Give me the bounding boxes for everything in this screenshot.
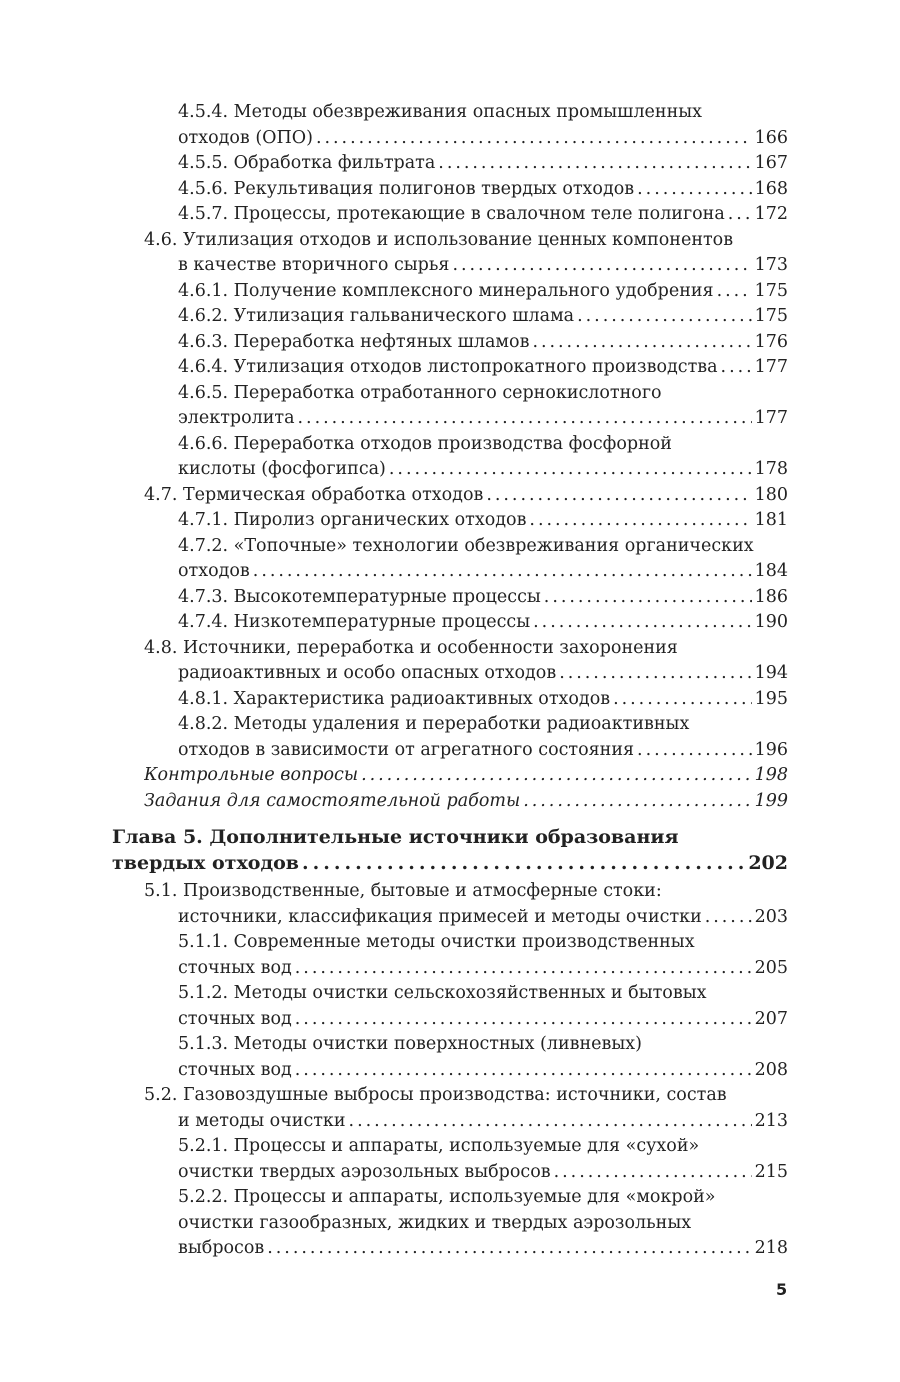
toc-entry bbox=[112, 1032, 788, 1083]
toc-entry-page: 186 bbox=[754, 586, 788, 607]
toc-entry-title: 4.6.3. Переработка нефтяных шламов bbox=[178, 331, 530, 352]
toc-entry-page: 194 bbox=[754, 663, 788, 683]
dot-leader bbox=[486, 483, 751, 509]
toc-entry-title: в качестве вторичного сырья bbox=[178, 255, 450, 275]
dot-leader bbox=[302, 850, 745, 876]
toc-entry-page: 190 bbox=[754, 612, 788, 632]
toc-entry-page: 176 bbox=[754, 331, 788, 352]
dot-leader bbox=[253, 559, 752, 585]
toc-entry-title: 4.7.1. Пиролиз органических отходов bbox=[178, 510, 527, 530]
toc-entry bbox=[112, 508, 788, 534]
toc-entry bbox=[112, 712, 788, 763]
toc-entry-title: 4.6.4. Утилизация отходов листопрокатного производства bbox=[178, 357, 718, 377]
toc-entry-page: 166 bbox=[754, 127, 788, 148]
toc-entry bbox=[112, 981, 788, 1032]
toc-entry bbox=[112, 330, 788, 356]
dot-leader bbox=[728, 202, 752, 228]
dot-leader bbox=[721, 355, 752, 381]
toc-entry-page: 199 bbox=[754, 790, 788, 811]
toc-entry-title: и методы очистки bbox=[178, 1110, 346, 1131]
toc-entry bbox=[112, 585, 788, 611]
toc-entry-page: 175 bbox=[754, 306, 788, 326]
page-number: 5 bbox=[776, 1280, 788, 1299]
dot-leader bbox=[298, 406, 752, 432]
toc-entry-title: очистки твердых аэрозольных выбросов bbox=[178, 1161, 551, 1182]
toc-entry-title: 4.6.6. Переработка отходов производства фосфорной bbox=[178, 433, 672, 454]
toc-entry-title: 4.7.4. Низкотемпературные процессы bbox=[178, 612, 531, 632]
toc-entry-title: 4.8. Источники, переработка и особенности захоронения bbox=[144, 637, 678, 658]
toc-entry-page: 181 bbox=[754, 510, 788, 530]
toc-entry-page: 172 bbox=[754, 204, 788, 224]
toc-entry-page: 177 bbox=[754, 357, 788, 377]
toc-entry bbox=[112, 879, 788, 930]
toc-entry-title: сточных вод bbox=[178, 1008, 292, 1029]
dot-leader bbox=[349, 1109, 752, 1135]
toc-entry-title: отходов в зависимости от агрегатного состояния bbox=[178, 739, 635, 760]
toc-entry-page: 203 bbox=[754, 906, 788, 927]
toc-entry-title: 5.2.2. Процессы и аппараты, используемые для «мокрой» bbox=[178, 1187, 716, 1207]
toc-entry-page: 196 bbox=[754, 739, 788, 760]
toc-entry-page: 205 bbox=[754, 957, 788, 978]
toc-entry-title: сточных вод bbox=[178, 957, 292, 978]
dot-leader bbox=[532, 330, 751, 356]
toc-entry-page: 173 bbox=[754, 255, 788, 275]
toc-entry-title: 5.1.1. Современные методы очистки производственных bbox=[178, 932, 695, 952]
toc-entry-title: кислоты (фосфогипса) bbox=[178, 459, 386, 479]
toc-entry-title: отходов bbox=[178, 561, 250, 581]
toc-entry-title: 4.5.5. Обработка фильтрата bbox=[178, 153, 436, 173]
toc-entry-title: 4.5.4. Методы обезвреживания опасных промышленных bbox=[178, 102, 703, 122]
toc-entry-title: сточных вод bbox=[178, 1059, 292, 1080]
toc-entry bbox=[112, 930, 788, 981]
toc-entry-title: Задания для самостоятельной работы bbox=[144, 790, 521, 811]
toc-entry-page: 198 bbox=[754, 765, 788, 785]
toc-entry-title: 5.1.3. Методы очистки поверхностных (ливневых) bbox=[178, 1034, 642, 1054]
dot-leader bbox=[559, 661, 751, 687]
dot-leader bbox=[267, 1236, 751, 1262]
toc-entry bbox=[112, 610, 788, 636]
dot-leader bbox=[529, 508, 751, 534]
dot-leader bbox=[613, 687, 752, 713]
dot-leader bbox=[295, 1007, 752, 1033]
toc-entry-title: электролита bbox=[178, 408, 295, 428]
toc-entry-title: 4.7. Термическая обработка отходов bbox=[144, 484, 484, 505]
toc-entry-page: 177 bbox=[754, 408, 788, 428]
toc-entry bbox=[112, 1134, 788, 1185]
toc-entry bbox=[112, 534, 788, 585]
toc-entry bbox=[112, 304, 788, 330]
dot-leader bbox=[523, 789, 751, 815]
toc-entry-page: 180 bbox=[754, 484, 788, 505]
dot-leader bbox=[438, 151, 751, 177]
dot-leader bbox=[544, 585, 752, 611]
dot-leader bbox=[533, 610, 751, 636]
dot-leader bbox=[554, 1160, 752, 1186]
toc-entry bbox=[112, 789, 788, 815]
toc-entry bbox=[112, 381, 788, 432]
toc-entry bbox=[112, 100, 788, 151]
toc-entry bbox=[112, 355, 788, 381]
toc-entry-page: 208 bbox=[754, 1059, 788, 1080]
toc-entry bbox=[112, 483, 788, 509]
toc-entry-title: 4.6.1. Получение комплексного минерального удобрения bbox=[178, 280, 714, 301]
toc-entry-title: 4.6.5. Переработка отработанного сернокислотного bbox=[178, 382, 662, 403]
toc-entry-title: Контрольные вопросы bbox=[144, 765, 359, 785]
toc-entry-page: 167 bbox=[754, 153, 788, 173]
toc-entry-title: 5.1.2. Методы очистки сельскохозяйственных и бытовых bbox=[178, 983, 707, 1003]
toc-entry bbox=[112, 687, 788, 713]
toc-entry bbox=[112, 636, 788, 687]
toc-entry-page: 178 bbox=[754, 459, 788, 479]
dot-leader bbox=[295, 1058, 752, 1084]
toc-entry bbox=[112, 824, 788, 876]
toc-entry bbox=[112, 202, 788, 228]
toc-entry-title: 4.8.2. Методы удаления и переработки радиоактивных bbox=[178, 714, 690, 734]
toc-entry-page: 215 bbox=[754, 1161, 788, 1182]
dot-leader bbox=[389, 457, 752, 483]
dot-leader bbox=[452, 253, 751, 279]
toc-entry-title: 4.8.1. Характеристика радиоактивных отходов bbox=[178, 688, 611, 709]
toc-entry bbox=[112, 279, 788, 305]
dot-leader bbox=[717, 279, 752, 305]
toc-entry-title: 4.6. Утилизация отходов и использование ценных компонентов bbox=[144, 229, 734, 250]
toc-entry-title: 5.2. Газовоздушные выбросы производства: источники, состав bbox=[144, 1085, 727, 1105]
toc-entry bbox=[112, 1083, 788, 1134]
dot-leader bbox=[637, 177, 751, 203]
toc-entry-title: 5.1. Производственные, бытовые и атмосферные стоки: bbox=[144, 881, 662, 901]
toc-entry-title: 4.6.2. Утилизация гальванического шлама bbox=[178, 306, 575, 326]
toc-entry-title: источники, классификация примесей и методы очистки bbox=[178, 906, 702, 927]
dot-leader bbox=[295, 956, 752, 982]
toc-entry bbox=[112, 763, 788, 789]
toc-entry-title: 4.5.6. Рекультивация полигонов твердых отходов bbox=[178, 178, 635, 199]
toc-entry-page: 202 bbox=[748, 852, 788, 874]
toc-entry bbox=[112, 432, 788, 483]
toc-entry-title: Глава 5. Дополнительные источники образования bbox=[112, 826, 679, 848]
toc-entry-page: 184 bbox=[754, 561, 788, 581]
table-of-contents bbox=[112, 100, 788, 1262]
toc-entry bbox=[112, 151, 788, 177]
toc-entry-title: 5.2.1. Процессы и аппараты, используемые для «сухой» bbox=[178, 1136, 700, 1156]
dot-leader bbox=[705, 905, 752, 931]
dot-leader bbox=[361, 763, 752, 789]
toc-entry-title: отходов (ОПО) bbox=[178, 127, 313, 148]
dot-leader bbox=[316, 126, 752, 152]
toc-entry-page: 207 bbox=[754, 1008, 788, 1029]
toc-entry-title: 4.5.7. Процессы, протекающие в свалочном теле полигона bbox=[178, 204, 725, 224]
toc-entry bbox=[112, 1185, 788, 1262]
toc-entry-title: 4.7.3. Высокотемпературные процессы bbox=[178, 586, 541, 607]
toc-entry bbox=[112, 177, 788, 203]
toc-entry-page: 195 bbox=[754, 688, 788, 709]
dot-leader bbox=[577, 304, 751, 330]
toc-entry-page: 218 bbox=[754, 1238, 788, 1258]
toc-entry-title: 4.7.2. «Топочные» технологии обезвреживания органических bbox=[178, 535, 754, 556]
toc-entry-title: твердых отходов bbox=[112, 852, 299, 874]
toc-entry-page: 213 bbox=[754, 1110, 788, 1131]
toc-entry-title: очистки газообразных, жидких и твердых аэрозольных bbox=[178, 1212, 692, 1233]
toc-entry-page: 168 bbox=[754, 178, 788, 199]
toc-entry-title: радиоактивных и особо опасных отходов bbox=[178, 663, 557, 683]
dot-leader bbox=[637, 738, 752, 764]
toc-entry-page: 175 bbox=[754, 280, 788, 301]
toc-entry bbox=[112, 228, 788, 279]
toc-entry-title: выбросов bbox=[178, 1238, 265, 1258]
